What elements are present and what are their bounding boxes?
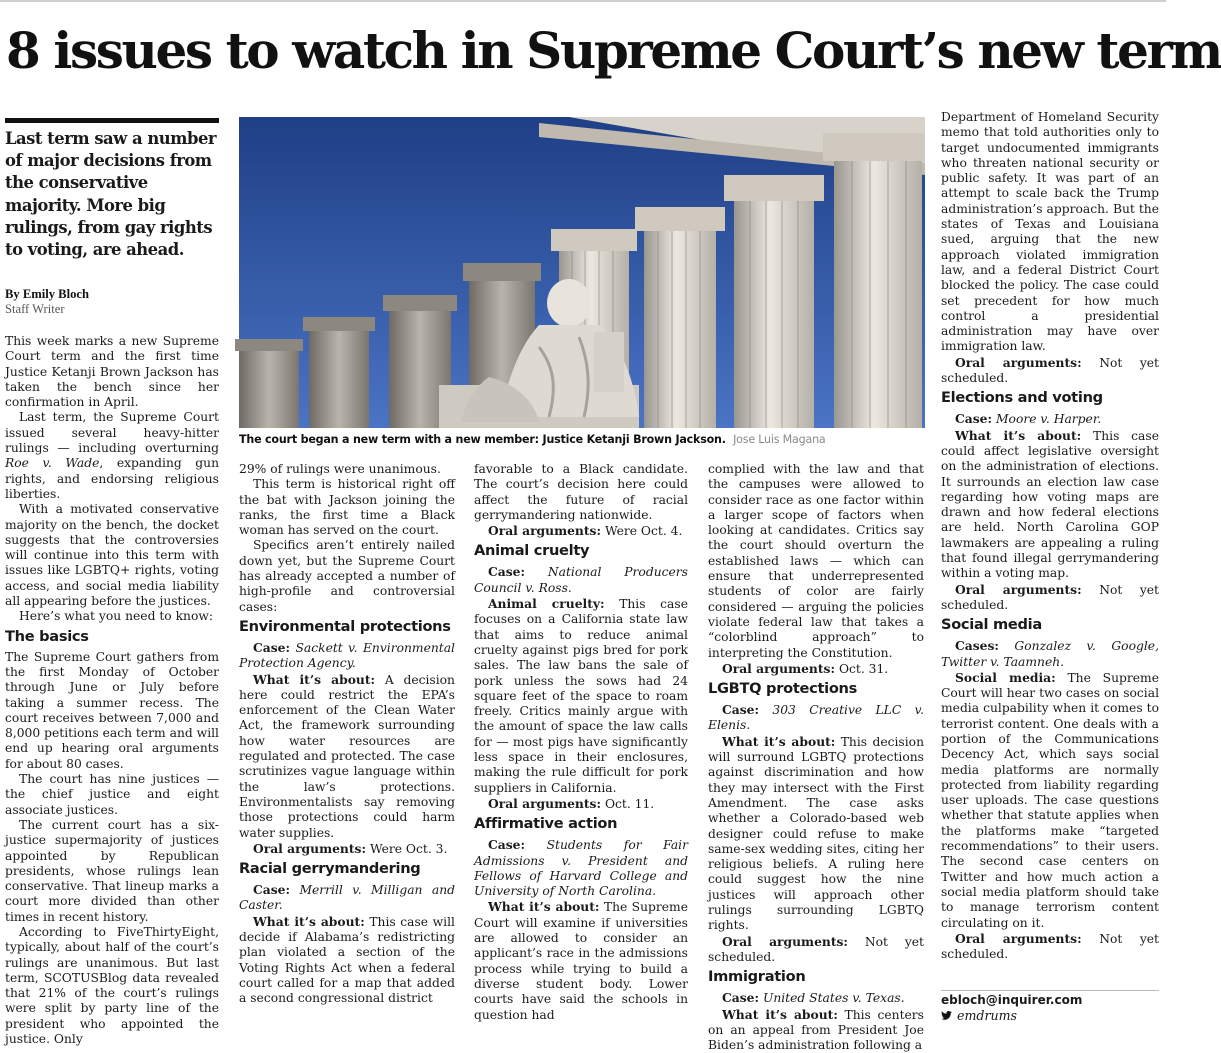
oral-line: Oral arguments: Were Oct. 3. bbox=[239, 841, 455, 857]
paragraph: This week marks a new Supreme Court term and the first time Justice Ketanji Brown Jackson has taken the bench since her confirmation in April. bbox=[5, 334, 219, 410]
case-line: Case: National Producers Council v. Ross. bbox=[474, 564, 688, 596]
case-line: Case: United States v. Texas. bbox=[708, 990, 924, 1006]
section-heading-gerrymandering: Racial gerrymandering bbox=[239, 860, 455, 878]
case-line: Cases: Gonzalez v. Google, Twitter v. Taamneh. bbox=[941, 638, 1159, 670]
byline-role: Staff Writer bbox=[5, 302, 219, 317]
oral-line: Oral arguments: Oct. 11. bbox=[474, 796, 688, 812]
deck-bar bbox=[5, 118, 219, 123]
section-heading-animal-cruelty: Animal cruelty bbox=[474, 542, 688, 560]
twitter-bird-icon bbox=[941, 1008, 952, 1024]
case-line: Case: Merrill v. Milligan and Caster. bbox=[239, 882, 455, 914]
paragraph: Department of Homeland Security memo that told authorities only to target undocumented immigrants who threaten national security or public safety. It was part of an attempt to scale back the Trump administration’s approach. But the states of Texas and Louisiana sued, arguing that the new approach violated immigration law, and a federal District Court blocked the policy. The case could set precedent for how much control a presidential administration may have over immigration law. bbox=[941, 110, 1159, 355]
about-line: What it’s about: This centers on an appeal from President Joe Biden’s administration following a bbox=[708, 1007, 924, 1053]
author-email[interactable]: ebloch@inquirer.com bbox=[941, 992, 1159, 1008]
column-4 bbox=[708, 462, 924, 1034]
case-line: Case: 303 Creative LLC v. Elenis. bbox=[708, 702, 924, 734]
section-heading-basics: The basics bbox=[5, 628, 219, 646]
section-heading-affirmative-action: Affirmative action bbox=[474, 815, 688, 833]
oral-line: Oral arguments: Were Oct. 4. bbox=[474, 523, 688, 539]
caption-text: The court began a new term with a new member: Justice Ketanji Brown Jackson. bbox=[239, 433, 726, 446]
section-heading-elections: Elections and voting bbox=[941, 389, 1159, 407]
oral-line: Oral arguments: Not yet scheduled. bbox=[941, 931, 1159, 963]
column-3 bbox=[474, 462, 688, 1034]
deck: Last term saw a number of major decisions from the conservative majority. More big rulings, from gay rights to voting, are ahead. bbox=[5, 128, 219, 261]
oral-line: Oral arguments: Not yet scheduled. bbox=[941, 582, 1159, 614]
section-heading-immigration: Immigration bbox=[708, 968, 924, 986]
paragraph: This term is historical right off the bat with Jackson joining the ranks, the first time a Black woman has served on the court. bbox=[239, 477, 455, 538]
about-line: Social media: The Supreme Court will hear two cases on social media culpability when it comes to terrorist content. One deals with a portion of the Communications Decency Act, which says social media platforms are normally protected from liability regarding user uploads. The case questions whether that statute applies when the platforms make “targeted recommendations” to their users. The second case centers on Twitter and how much action a social media platform should take to manage terrorism content circulating on it. bbox=[941, 670, 1159, 931]
oral-line: Oral arguments: Not yet scheduled. bbox=[708, 934, 924, 966]
author-twitter[interactable] bbox=[941, 1008, 1159, 1024]
section-heading-social-media: Social media bbox=[941, 616, 1159, 634]
case-line: Case: Sackett v. Environmental Protection Agency. bbox=[239, 640, 455, 672]
oral-line: Oral arguments: Not yet scheduled. bbox=[941, 355, 1159, 387]
paragraph: The Supreme Court gathers from the first Monday of October through June or July before taking a summer recess. The court receives between 7,000 and 8,000 petitions each term and will end up hearing oral arguments for about 80 cases. bbox=[5, 650, 219, 772]
paragraph: Here’s what you need to know: bbox=[5, 609, 219, 624]
photo-caption bbox=[239, 432, 925, 447]
byline bbox=[5, 287, 219, 317]
paragraph: 29% of rulings were unanimous. bbox=[239, 462, 455, 477]
contact-divider bbox=[941, 990, 1159, 991]
photo-credit: Jose Luis Magana bbox=[733, 433, 825, 446]
about-line: What it’s about: This case will decide if Alabama’s redistricting plan violated a section of the Voting Rights Act when a federal court called for a map that added a second congressional district bbox=[239, 914, 455, 1007]
author-contact bbox=[941, 992, 1159, 1024]
column-5 bbox=[941, 110, 1159, 988]
byline-name: By Emily Bloch bbox=[5, 287, 219, 302]
paragraph: The current court has a six-justice supermajority of justices appointed by Republican presidents, whose rulings lean conservative. That lineup marks a court more divided than other times in recent history. bbox=[5, 818, 219, 925]
paragraph: Specifics aren’t entirely nailed down yet, but the Supreme Court has already accepted a number of high-profile and controversial cases: bbox=[239, 538, 455, 614]
about-line: What it’s about: A decision here could restrict the EPA’s enforcement of the Clean Water Act, the framework surrounding how water resources are regulated and protected. The case scrutinizes vague language within the law’s protections. Environmentalists say removing those protections could harm water supplies. bbox=[239, 672, 455, 841]
about-line: What it’s about: The Supreme Court will examine if universities are allowed to consider an applicant’s race in the admissions process while trying to build a diverse student body. Lower courts have said the schools in question had bbox=[474, 899, 688, 1022]
about-line: What it’s about: This case could affect legislative oversight on the administration of elections. It surrounds an election law case regarding how voting maps are drawn and how federal elections are held. North Carolina GOP lawmakers are appealing a ruling that found illegal gerrymandering within a voting map. bbox=[941, 428, 1159, 582]
headline: 8 issues to watch in Supreme Court’s new term bbox=[6, 16, 1221, 86]
paragraph: The court has nine justices — the chief justice and eight associate justices. bbox=[5, 772, 219, 818]
court-columns-image bbox=[239, 117, 925, 428]
oral-line: Oral arguments: Oct. 31. bbox=[708, 661, 924, 677]
paragraph: complied with the law and that the campuses were allowed to consider race as one factor within a larger scope of factors when looking at candidates. Critics say the court should overturn the established laws — which can ensure that underrepresented students of color are fairly considered — arguing the policies violate federal law that takes a “colorblind approach” to interpreting the Constitution. bbox=[708, 462, 924, 661]
paragraph: favorable to a Black candidate. The court’s decision here could affect the future of racial gerrymandering nationwide. bbox=[474, 462, 688, 523]
case-line: Case: Students for Fair Admissions v. President and Fellows of Harvard College and University of North Carolina. bbox=[474, 837, 688, 899]
top-rule bbox=[0, 0, 1166, 2]
paragraph: According to FiveThirtyEight, typically, about half of the court’s rulings are unanimous. But last term, SCOTUSBlog data revealed that 21% of the court’s rulings were split by party line of the president who appointed the justice. Only bbox=[5, 925, 219, 1047]
twitter-handle: emdrums bbox=[957, 1008, 1017, 1023]
paragraph: With a motivated conservative majority on the bench, the docket suggests that the controversies will continue into this term with issues like LGBTQ+ rights, voting access, and social media liability all appearing before the justices. bbox=[5, 502, 219, 609]
about-line: What it’s about: This decision will surround LGBTQ protections against discrimination and how they may intersect with the First Amendment. The case asks whether a Colorado-based web designer could refuse to make same-sex wedding sites, citing her religious beliefs. A ruling here could suggest how the nine justices will approach other rulings surrounding LGBTQ rights. bbox=[708, 734, 924, 934]
section-heading-environmental: Environmental protections bbox=[239, 618, 455, 636]
column-2 bbox=[239, 462, 455, 1034]
supreme-court-photo bbox=[239, 117, 925, 428]
about-line: Animal cruelty: This case focuses on a California state law that aims to reduce animal cruelty against pigs bred for pork sales. The law bans the sale of pork unless the sows had 24 square feet of the space to roam freely. Critics mainly argue with the amount of space the law calls for — most pigs have significantly less space in their enclosures, making the rule difficult for pork suppliers in California. bbox=[474, 596, 688, 796]
column-1 bbox=[5, 334, 219, 1034]
case-line: Case: Moore v. Harper. bbox=[941, 411, 1159, 427]
paragraph: Last term, the Supreme Court issued several heavy-hitter rulings — including overturning Roe v. Wade, expanding gun rights, and endorsing religious liberties. bbox=[5, 410, 219, 502]
section-heading-lgbtq: LGBTQ protections bbox=[708, 680, 924, 698]
